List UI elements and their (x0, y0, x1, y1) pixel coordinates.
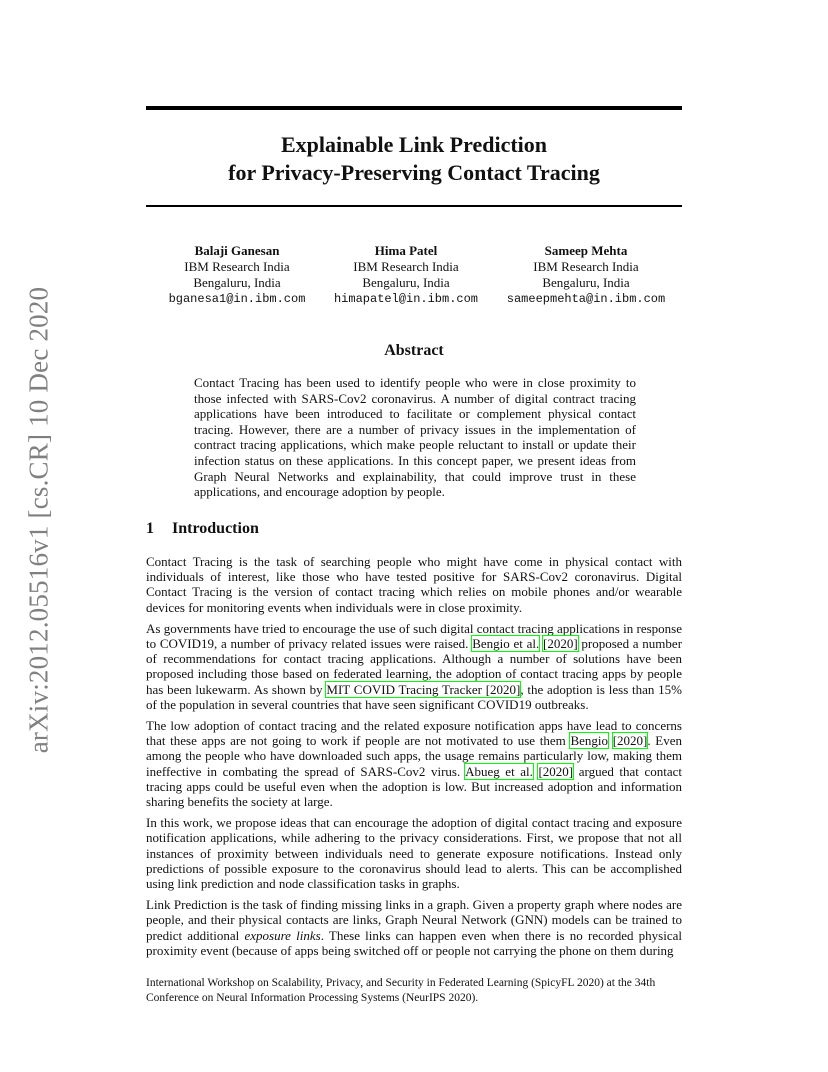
text-run: As governments have tried to encourage the use of such digital contact tracing applications in response to COVID19, a number of privacy related issues were raised. (146, 620, 682, 652)
citation-link[interactable]: [2020] (612, 733, 648, 749)
text-run: argued that contact tracing apps could be useful even when the adoption is low. But increased adoption and information sharing benefits the society at large. (146, 763, 683, 810)
paragraph-2 (146, 621, 682, 712)
paragraph-3 (146, 718, 682, 809)
author-email[interactable]: bganesa1@in.ibm.com (168, 292, 306, 306)
section-heading (146, 520, 259, 538)
author-email[interactable]: himapatel@in.ibm.com (333, 292, 479, 306)
text-run: Link Prediction is the task of finding missing links in a graph. Given a property graph where nodes are people, and their physical contacts are links, Graph Neural Network (GNN) models can be trained to predict additional (146, 897, 682, 943)
arxiv-sidebar (24, 285, 54, 755)
title-line-2: for Privacy-Preserving Contact Tracing (228, 160, 600, 185)
author-affiliation: IBM Research India (533, 259, 639, 274)
emphasized-term: exposure links (244, 927, 321, 943)
citation-link[interactable]: Bengio (570, 733, 608, 749)
text-run: . These links can happen even when there is no recorded physical proximity event (because of apps being switched off or people not carrying the phone on them during (146, 927, 682, 958)
author-block (146, 243, 682, 313)
paragraph-1: Contact Tracing is the task of searching people who might have come in physical contact with individuals of interest, like those who have tested positive for SARS-Cov2 coronavirus. Digital Contact Tracing is the version of contact tracing which relies on mobile phones and/or wearable devices for monitoring events when individuals were in close proximity. (146, 554, 682, 615)
text-run: proposed a number of recommendations for contact tracing applications. Although a number of solutions have been proposed including those based on federated learning, the adoption of contact tracing apps by people has been lukewarm. As shown by (146, 636, 683, 697)
citation-link[interactable]: [2020] (542, 636, 578, 652)
abstract-text: Contact Tracing has been used to identify people who were in close proximity to those infected with SARS-Cov2 coronavirus. A number of digital contract tracing applications have been introduced to facilitate or complement physical contact tracing. However, there are a number of privacy issues in the implementation of contract tracing applications, which make people reluctant to install or update their infection status on these applications. In this concept paper, we present ideas from Graph Neural Networks and explainability, that could improve trust in these applications, and encourage adoption by people. (194, 375, 636, 500)
body-text (146, 554, 682, 964)
footnote: International Workshop on Scalability, Privacy, and Security in Federated Learning (SpicyFL 2020) at the 34th Conference on Neural Information Processing Systems (NeurIPS 2020). (146, 977, 656, 1004)
author-affiliation: IBM Research India (184, 259, 290, 274)
author-location: Bengaluru, India (362, 275, 450, 290)
title-bottom-rule (146, 205, 682, 207)
author-2 (326, 243, 486, 307)
section-title: Introduction (172, 520, 259, 537)
author-name: Balaji Ganesan (194, 243, 280, 258)
author-affiliation: IBM Research India (353, 259, 459, 274)
title-top-rule (146, 106, 682, 110)
citation-link[interactable]: MIT COVID Tracing Tracker [2020] (326, 681, 521, 697)
author-name: Sameep Mehta (544, 243, 628, 258)
section-number: 1 (146, 520, 154, 537)
author-location: Bengaluru, India (542, 275, 630, 290)
text-run: , the adoption is less than 15% of the population in several countries that have seen significant COVID19 outbreaks. (146, 681, 683, 712)
citation-link[interactable]: Bengio et al. (472, 636, 540, 652)
citation-link[interactable]: Abueg et al. (465, 763, 533, 779)
arxiv-identifier: arXiv:2012.05516v1 [cs.CR] 10 Dec 2020 (23, 286, 54, 754)
text-run: . Even among the people who have downloaded such apps, the usage remains particularly low, making them ineffective in combating the spread of SARS-Cov2 virus. (146, 733, 683, 779)
paragraph-5 (146, 897, 682, 958)
author-location: Bengaluru, India (193, 275, 281, 290)
abstract-heading: Abstract (384, 342, 444, 359)
author-3 (498, 243, 674, 307)
citation-link[interactable]: [2020] (538, 763, 574, 779)
author-email[interactable]: sameepmehta@in.ibm.com (506, 292, 666, 306)
text-run: The low adoption of contact tracing and the related exposure notification apps have lead to concerns that these apps are not going to work if people are not motivated to use them (146, 718, 682, 749)
paper-title (146, 131, 682, 187)
title-line-1: Explainable Link Prediction (280, 132, 548, 157)
author-1 (168, 243, 306, 307)
paragraph-4: In this work, we propose ideas that can encourage the adoption of digital contact tracing and exposure notification applications, while adhering to the privacy considerations. First, we propose that not all instances of proximity between individuals need to generate exposure notifications. Instead only predictions of possible exposure to the coronavirus should lead to alerts. This can be accomplished using link prediction and node classification tasks in graphs. (146, 815, 682, 892)
author-name: Hima Patel (374, 243, 438, 258)
